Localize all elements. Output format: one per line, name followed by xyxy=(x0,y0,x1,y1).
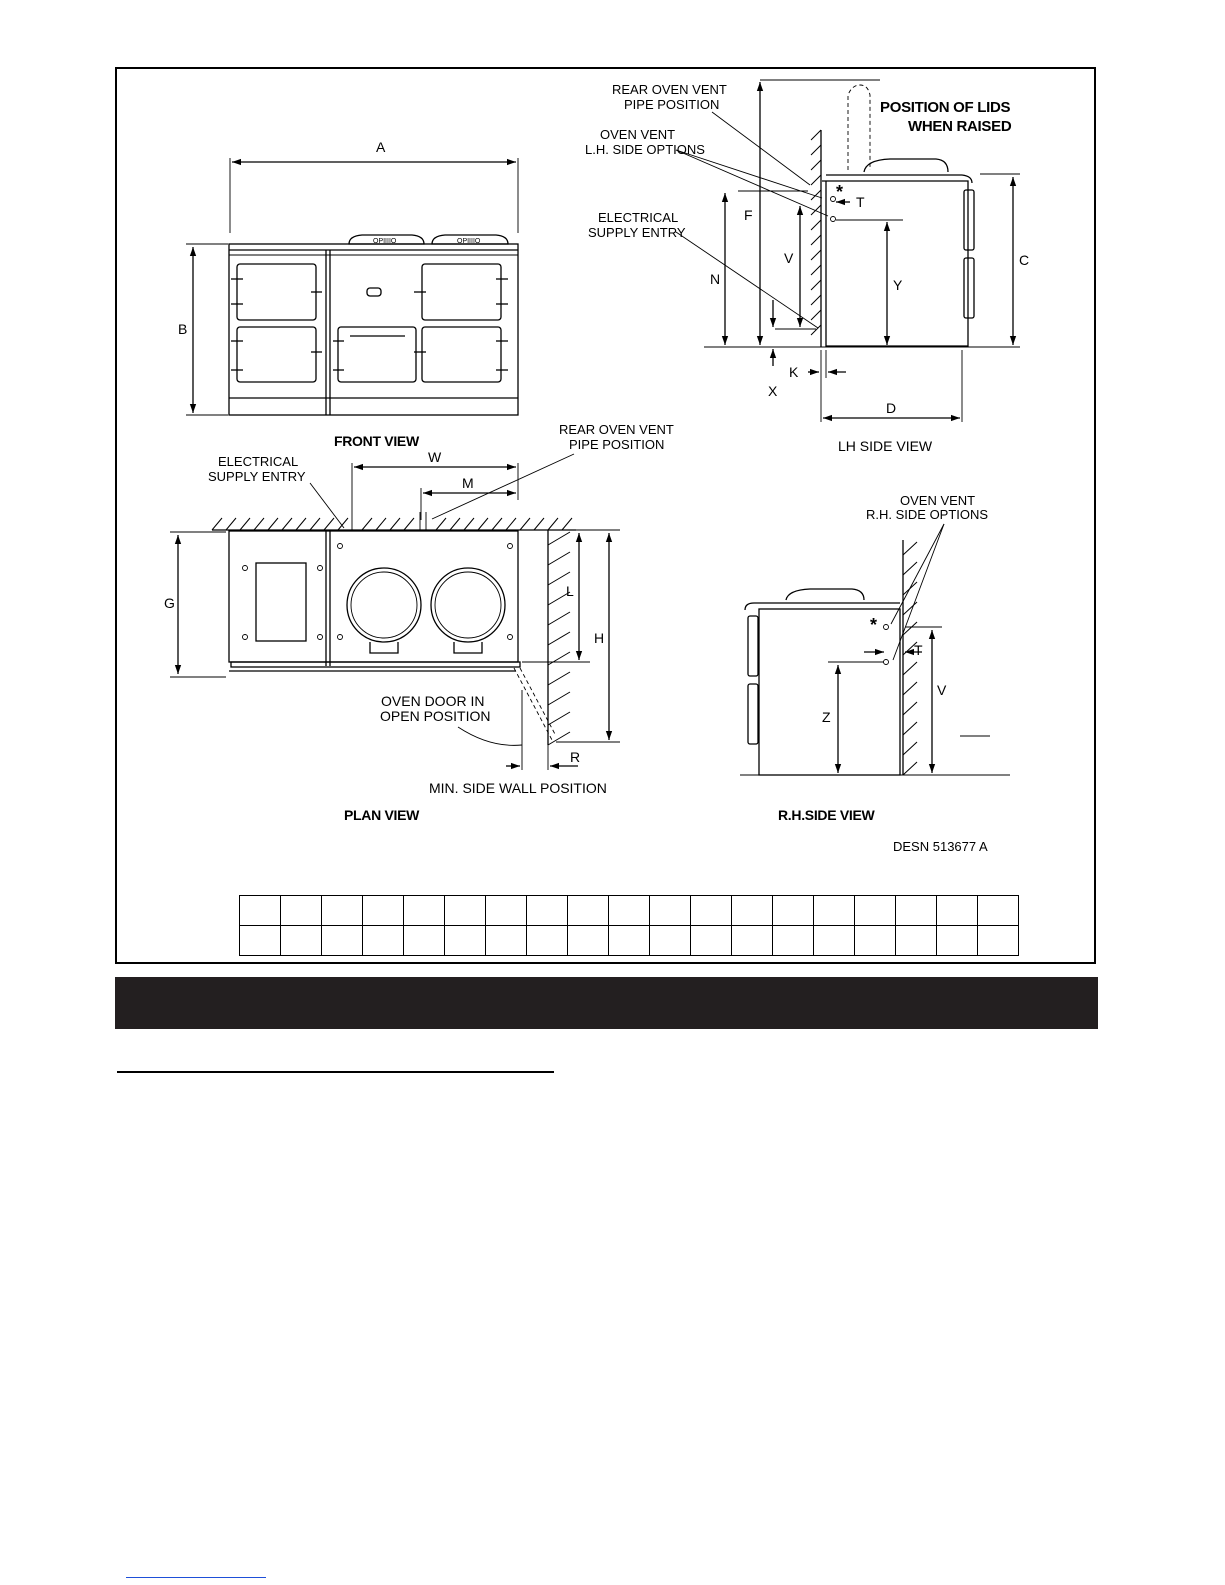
plan-callout-min-wall: MIN. SIDE WALL POSITION xyxy=(429,780,607,796)
table-cell xyxy=(937,926,978,956)
dim-label-w: W xyxy=(428,449,442,465)
table-cell xyxy=(732,896,773,926)
table-cell xyxy=(568,926,609,956)
plan-callout-rear-vent-2: PIPE POSITION xyxy=(569,437,665,452)
lh-star: * xyxy=(836,182,843,202)
rh-side-view xyxy=(740,493,1010,823)
dim-label-x: X xyxy=(768,383,778,399)
dim-label-g: G xyxy=(164,595,175,611)
lh-callout-vent-1: OVEN VENT xyxy=(600,127,676,142)
plan-callout-door-1: OVEN DOOR IN xyxy=(381,693,485,709)
plan-view xyxy=(164,422,674,823)
dim-label-d: D xyxy=(886,400,897,416)
table-cell xyxy=(978,896,1019,926)
plan-callout-elec-1: ELECTRICAL xyxy=(218,454,299,469)
lh-callout-vent-2: L.H. SIDE OPTIONS xyxy=(585,142,705,157)
lh-callout-rear-vent-2: PIPE POSITION xyxy=(624,97,720,112)
dimension-table xyxy=(239,895,1019,956)
dim-label-v-rh: V xyxy=(937,682,947,698)
rh-side-view-caption: R.H.SIDE VIEW xyxy=(778,807,875,823)
table-cell xyxy=(527,926,568,956)
table-cell xyxy=(445,896,486,926)
table-cell xyxy=(732,926,773,956)
table-cell xyxy=(773,896,814,926)
table-cell xyxy=(404,896,445,926)
table-cell xyxy=(281,926,322,956)
table-cell xyxy=(855,896,896,926)
lid-brand-left: OPIIIIO xyxy=(373,238,397,245)
lh-callout-rear-vent-1: REAR OVEN VENT xyxy=(612,82,727,97)
table-cell xyxy=(322,926,363,956)
table-cell xyxy=(691,926,732,956)
drawing-reference: DESN 513677 A xyxy=(893,839,988,854)
lh-side-view xyxy=(585,80,1029,454)
table-cell xyxy=(486,896,527,926)
rh-callout-vent-2: R.H. SIDE OPTIONS xyxy=(866,507,989,522)
dim-label-h: H xyxy=(594,630,605,646)
table-cell xyxy=(814,926,855,956)
lh-side-view-caption: LH SIDE VIEW xyxy=(838,438,933,454)
table-cell xyxy=(322,896,363,926)
lh-callout-elec-1: ELECTRICAL xyxy=(598,210,679,225)
front-view xyxy=(178,139,518,449)
table-cell xyxy=(486,926,527,956)
dim-label-f: F xyxy=(744,207,753,223)
table-cell xyxy=(240,926,281,956)
lids-callout-1: POSITION OF LIDS xyxy=(880,99,1011,116)
table-cell xyxy=(404,926,445,956)
rh-star: * xyxy=(870,615,877,635)
dim-label-l: L xyxy=(566,583,574,599)
table-cell xyxy=(445,926,486,956)
table-row xyxy=(240,896,1019,926)
table-cell xyxy=(773,926,814,956)
table-cell xyxy=(855,926,896,956)
dim-label-y: Y xyxy=(893,277,903,293)
table-cell xyxy=(363,926,404,956)
table-cell xyxy=(240,896,281,926)
table-cell xyxy=(609,926,650,956)
lh-callout-elec-2: SUPPLY ENTRY xyxy=(588,225,686,240)
plan-view-caption: PLAN VIEW xyxy=(344,807,420,823)
dim-label-c: C xyxy=(1019,252,1030,268)
dim-label-k: K xyxy=(789,364,799,380)
dim-label-v-lh: V xyxy=(784,250,794,266)
table-cell xyxy=(609,896,650,926)
footer-link-underline xyxy=(126,1577,266,1578)
section-underline xyxy=(117,1071,554,1073)
dim-label-t-lh: T xyxy=(856,194,865,210)
dim-label-r: R xyxy=(570,749,581,765)
lids-callout-2: WHEN RAISED xyxy=(908,118,1012,135)
table-cell xyxy=(363,896,404,926)
table-cell xyxy=(896,926,937,956)
table-cell xyxy=(281,896,322,926)
table-cell xyxy=(691,896,732,926)
rh-callout-vent-1: OVEN VENT xyxy=(900,493,976,508)
table-row xyxy=(240,926,1019,956)
plan-callout-rear-vent-1: REAR OVEN VENT xyxy=(559,422,674,437)
table-cell xyxy=(650,926,691,956)
dim-label-t-rh: T xyxy=(914,642,923,658)
section-header-bar xyxy=(115,977,1098,1029)
table-cell xyxy=(527,896,568,926)
dimension-table-body xyxy=(240,896,1019,956)
table-cell xyxy=(568,896,609,926)
dim-label-a: A xyxy=(376,139,386,155)
dim-label-n: N xyxy=(710,271,721,287)
table-cell xyxy=(814,896,855,926)
dim-label-m: M xyxy=(462,475,474,491)
plan-callout-door-2: OPEN POSITION xyxy=(380,708,491,724)
plan-callout-elec-2: SUPPLY ENTRY xyxy=(208,469,306,484)
table-cell xyxy=(896,896,937,926)
table-cell xyxy=(650,896,691,926)
dim-label-z: Z xyxy=(822,709,831,725)
table-cell xyxy=(978,926,1019,956)
front-view-caption: FRONT VIEW xyxy=(334,433,419,449)
lid-brand-right: OPIIIIO xyxy=(457,238,481,245)
dim-label-b: B xyxy=(178,321,188,337)
table-cell xyxy=(937,896,978,926)
